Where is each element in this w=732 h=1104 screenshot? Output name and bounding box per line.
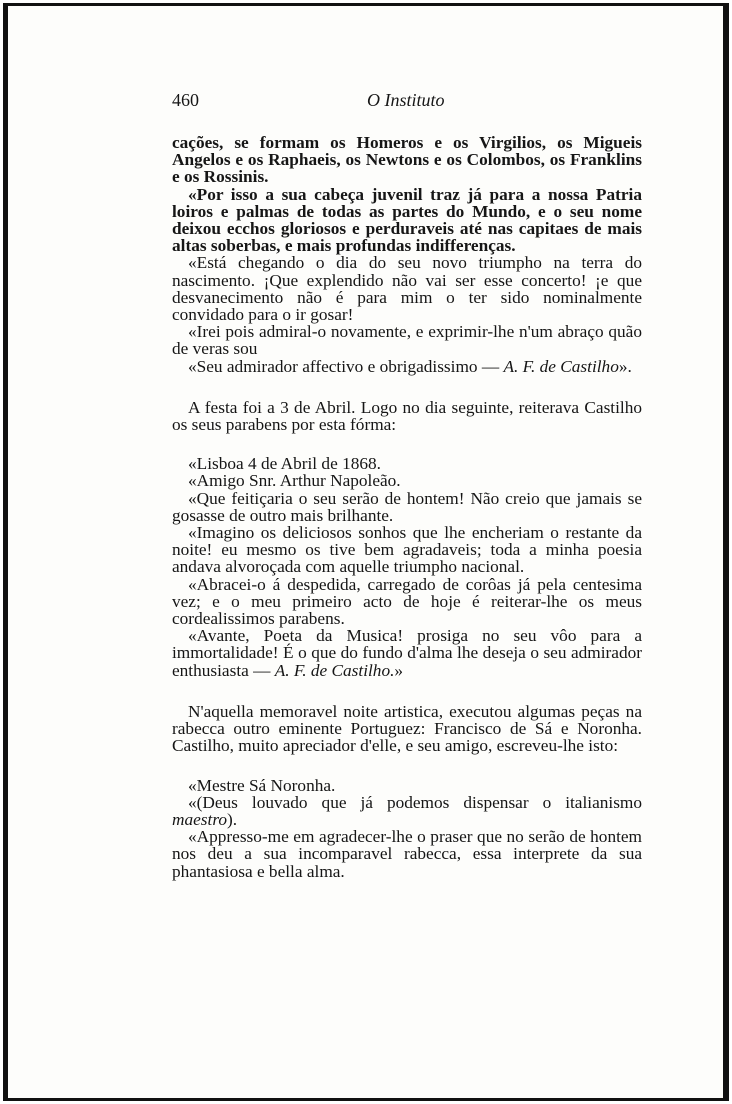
paragraph-15 [172,794,642,828]
paragraph-10: «Imagino os deliciosos sonhos que lhe encheriam o restante da noite! eu mesmo os tive bem agradaveis; toda a minha poesia andava alvoroçada com aquelle triumpho nacional. [172,523,642,577]
paragraph-9: «Que feitiçaria o seu serão de hontem! Não creio que jamais se gosasse de outro mais brilhante. [172,488,642,525]
section-gap [172,755,642,777]
paragraph-5 [172,358,642,375]
page-number: 460 [172,90,199,110]
signature: A. F. de Castilho. [274,660,395,680]
paragraph-6: A festa foi a 3 de Abril. Logo no dia seguinte, reiterava Castilho os seus parabens por esta fórma: [172,397,642,435]
aside-text: «(Deus louvado que já podemos dispensar o italianismo [188,792,642,812]
paragraph-12 [172,627,642,679]
paragraph-2: «Por isso a sua cabeça juvenil traz já para a nossa Patria loiros e palmas de todas as partes do Mundo, e o seu nome deixou ecchos gloriosos e perduraveis até nas capitaes de mais altas soberbas, e mais profundas indifferenças. [172,184,642,256]
paragraph-1: cações, se formam os Homeros e os Virgilios, os Migueis Angelos e os Raphaeis, os Newtons e os Colombos, os Franklins e os Rossinis. [172,133,642,187]
body-text [172,134,642,880]
letter-salutation-2: «Mestre Sá Noronha. [188,775,336,795]
aside-emphasis: maestro [172,809,228,829]
paragraph-13: N'aquella memoravel noite artistica, executou algumas peças na rabecca outro eminente Portuguez: Francisco de Sá e Noronha. Castilho, muito apreciador d'elle, e seu amigo, escreveu-lhe isto: [172,701,642,756]
paragraph-11: «Abracei-o á despedida, carregado de corôas já pela centesima vez; e o meu primeiro acto de hoje é reiterar-lhe os meus cordealissimos parabens. [172,574,642,629]
running-title: O Instituto [367,90,445,110]
letter-salutation: «Amigo Snr. Arthur Napoleão. [188,471,401,491]
section-gap [172,679,642,703]
section-gap [172,433,642,455]
section-gap [172,375,642,399]
signature: A. F. de Castilho [503,356,619,376]
aside-end: ). [227,809,238,829]
paragraph-16: «Appresso-me em agradecer-lhe o praser que no serão de hontem nos deu a sua incomparavel rabecca, essa interprete da sua phantasiosa e bella alma. [172,827,642,881]
signoff-end: ». [618,356,632,376]
closing-text: «Avante, Poeta da Musica! prosiga no seu vôo para a immortalidade! É o que do fundo d'alma lhe deseja o seu admirador enthusiasta — [172,626,642,680]
signoff-text: «Seu admirador affectivo e obrigadissimo — [188,356,504,376]
closing-end: » [394,660,404,680]
letter-date: «Lisboa 4 de Abril de 1868. [188,454,381,474]
paragraph-3: «Está chegando o dia do seu novo triumpho na terra do nascimento. ¡Que explendido não vai ser esse concerto! ¡e que desvanecimento não é para mim o ter sido nominalmente convidado para o ir gosar! [172,253,642,325]
paragraph-4: «Irei pois admiral-o novamente, e exprimir-lhe n'um abraço quão de veras sou [172,322,642,359]
page-header [172,92,642,112]
